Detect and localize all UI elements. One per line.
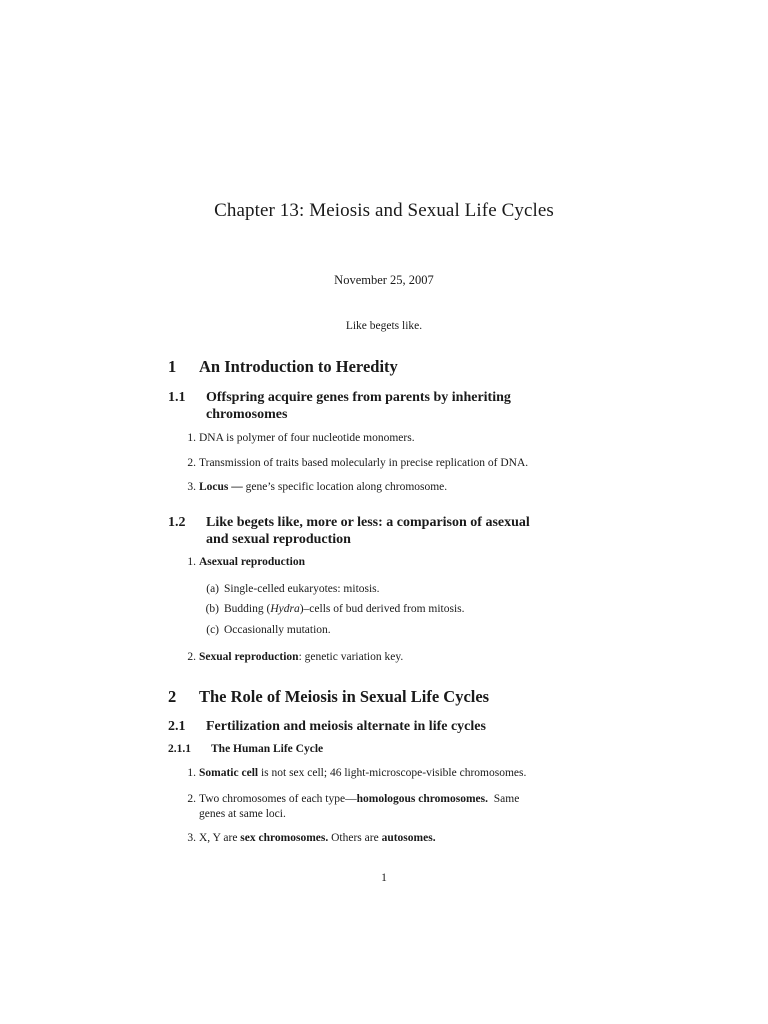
- subsubsection-heading-2-1-1: [168, 743, 323, 755]
- sub-list-item: [199, 583, 380, 595]
- subsection-title-line2: and sexual reproduction: [206, 532, 351, 547]
- subsection-heading-1-1: [168, 390, 511, 406]
- sub-list-item: [199, 624, 331, 636]
- list-marker: 3.: [187, 832, 196, 844]
- document-title: Chapter 13: Meiosis and Sexual Life Cycles: [214, 200, 554, 221]
- list-item-text: : genetic variation key.: [298, 651, 404, 663]
- subsection-heading-2-1: [168, 719, 486, 735]
- section-heading-1: [168, 357, 398, 377]
- subsection-title-line1: Fertilization and meiosis alternate in life cycles: [206, 719, 486, 734]
- section-number: 2: [168, 687, 177, 706]
- list-item: [179, 767, 526, 779]
- list-item-text-line2: genes at same loci.: [199, 808, 286, 820]
- subsection-number: 1.2: [168, 515, 186, 530]
- sub-list-item-text-post: )–cells of bud derived from mitosis.: [299, 603, 465, 615]
- list-item: [179, 556, 305, 568]
- subsection-heading-1-2-cont: [206, 532, 351, 548]
- term-locus: Locus —: [199, 481, 243, 493]
- epigraph: Like begets like.: [345, 320, 423, 332]
- term-sex-chromosomes: sex chromosomes.: [240, 832, 329, 844]
- list-item-text: Transmission of traits based molecularly in precise replication of DNA.: [199, 457, 529, 469]
- sub-list-marker: (c): [206, 624, 219, 636]
- list-item: [179, 432, 415, 444]
- section-title: An Introduction to Heredity: [199, 357, 398, 376]
- list-item: [179, 651, 403, 663]
- list-item-text: gene’s specific location along chromosome.: [242, 481, 448, 493]
- sub-list-item-text-pre: Budding (: [224, 603, 271, 615]
- list-marker: 1.: [187, 767, 196, 779]
- document-date: November 25, 2007: [334, 273, 434, 287]
- list-item-text-post: Same: [488, 793, 520, 805]
- list-item-text: is not sex cell; 46 light-microscope-visible chromosomes.: [258, 767, 527, 779]
- subsection-title-line1: Like begets like, more or less: a comparison of asexual: [206, 515, 530, 530]
- list-marker: 2.: [187, 651, 196, 663]
- list-marker: 2.: [187, 457, 196, 469]
- list-item-text: DNA is polymer of four nucleotide monomers.: [199, 432, 415, 444]
- list-item: [179, 481, 447, 493]
- sub-list-marker: (b): [205, 603, 219, 615]
- term-autosomes: autosomes.: [381, 832, 436, 844]
- section-title: The Role of Meiosis in Sexual Life Cycles: [199, 687, 490, 706]
- list-item: [179, 832, 436, 844]
- sub-list-item: [199, 603, 465, 615]
- list-marker: 2.: [187, 793, 196, 805]
- section-heading-2: [168, 687, 489, 707]
- list-marker: 1.: [187, 432, 196, 444]
- term-hydra: Hydra: [270, 603, 300, 615]
- subsection-title-line2: chromosomes: [206, 407, 288, 422]
- subsubsection-number: 2.1.1: [168, 743, 191, 755]
- subsection-title-line1: Offspring acquire genes from parents by inheriting: [206, 390, 511, 405]
- list-item-text-pre: X, Y are: [199, 832, 241, 844]
- list-item: [179, 457, 528, 469]
- section-number: 1: [168, 357, 177, 376]
- sub-list-item-text: Single-celled eukaryotes: mitosis.: [224, 583, 380, 595]
- list-item: [179, 793, 519, 805]
- subsection-number: 2.1: [168, 719, 186, 734]
- term-sexual-reproduction: Sexual reproduction: [199, 651, 299, 663]
- list-marker: 1.: [187, 556, 196, 568]
- subsubsection-title: The Human Life Cycle: [211, 743, 324, 755]
- list-item-continuation: [199, 808, 286, 820]
- subsection-heading-1-2: [168, 515, 530, 531]
- list-marker: 3.: [187, 481, 196, 493]
- list-item-text-pre: Two chromosomes of each type—: [199, 793, 357, 805]
- sub-list-marker: (a): [206, 583, 219, 595]
- subsection-heading-1-1-cont: [206, 407, 287, 423]
- term-homologous-chromosomes: homologous chromosomes.: [356, 793, 489, 805]
- term-asexual-reproduction: Asexual reproduction: [199, 556, 305, 568]
- list-item-text-mid: Others are: [328, 832, 382, 844]
- page-number: 1: [381, 872, 387, 884]
- subsection-number: 1.1: [168, 390, 186, 405]
- sub-list-item-text: Occasionally mutation.: [224, 624, 331, 636]
- term-somatic-cell: Somatic cell: [199, 767, 259, 779]
